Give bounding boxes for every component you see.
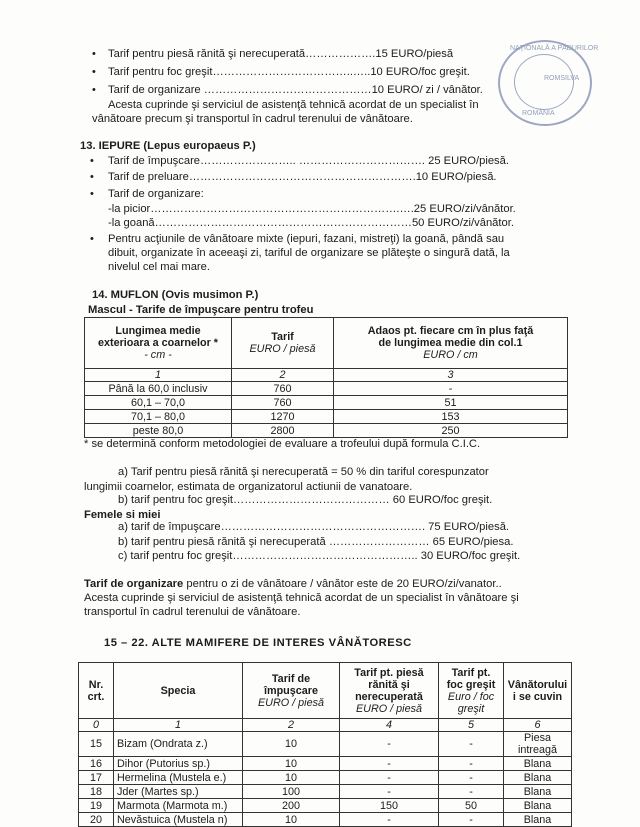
species-cell: Nevăstuica (Mustela n) <box>114 813 243 827</box>
muflon-rule-a-cont: lungimii coarnelor, estimata de organizatorul actiunii de vanatoare. <box>84 481 413 493</box>
table-row <box>79 799 572 813</box>
iepure-line: -la picior………………………………………………………….….25 EURO/zi/vânător. <box>108 203 516 215</box>
bullet: • <box>92 66 96 78</box>
tarif-cell: 760 <box>232 396 334 410</box>
col-header: crt. <box>87 690 105 703</box>
col-header: foc greşit <box>446 678 496 691</box>
col-header-unit: EURO / piesă <box>355 702 422 715</box>
table-row <box>79 785 572 799</box>
bullet: • <box>90 171 94 183</box>
col-header: rănită şi <box>368 678 410 691</box>
column-index: 1 <box>114 719 243 732</box>
col-header-unit: - cm - <box>144 349 172 361</box>
tarif-cell: 10 <box>243 813 340 827</box>
nr-cell: 20 <box>79 813 114 827</box>
col-header: Tarif de <box>271 672 311 685</box>
length-cell: peste 80,0 <box>85 424 232 438</box>
stamp-text-top: NAŢIONALĂ A PĂDURILOR <box>510 45 599 52</box>
paragraph-line: vânătoare precum şi transportul în cadrul terenului de vânătoare. <box>92 113 413 125</box>
ranita-cell: - <box>340 813 439 827</box>
foc-cell: 50 <box>439 799 504 813</box>
adaos-cell: 153 <box>334 410 568 424</box>
organizare-line: Acesta cuprinde şi serviciul de asistenţă tehnică acordat de un specialist în vânătoare şi <box>84 592 519 604</box>
ranita-cell: - <box>340 732 439 757</box>
col-header-unit: greşit <box>457 702 485 715</box>
tarif-cell: 10 <box>243 771 340 785</box>
length-cell: 70,1 – 80,0 <box>85 410 232 424</box>
femele-line: c) tarif pentru foc greşit………………………………………….. 30 EURO/foc greşit. <box>118 550 521 562</box>
ranita-cell: - <box>340 771 439 785</box>
bullet: • <box>90 188 94 200</box>
species-cell: Marmota (Marmota m.) <box>114 799 243 813</box>
table-row <box>85 410 568 424</box>
column-index: 0 <box>79 719 114 732</box>
muflon-trophy-table <box>84 317 568 438</box>
table-row <box>79 757 572 771</box>
official-stamp <box>498 40 599 126</box>
vanator-cell: Blana <box>504 771 572 785</box>
stamp-text-mid: ROMSILVA <box>544 75 580 82</box>
tarif-cell: 100 <box>243 785 340 799</box>
muflon-rule-b: b) tarif pentru foc greşit…………………………………… 60 EURO/foc greşit. <box>118 494 493 506</box>
column-index: 1 <box>85 369 232 382</box>
column-index: 5 <box>439 719 504 732</box>
species-cell: Jder (Martes sp.) <box>114 785 243 799</box>
section-heading-muflon: 14. MUFLON (Ovis musimon P.) <box>92 289 259 301</box>
foc-cell: - <box>439 771 504 785</box>
iepure-line: dibuit, organizate în aceeaşi zi, tariful de organizare se plăteşte o singură dată, la <box>108 247 510 259</box>
ranita-cell: - <box>340 785 439 799</box>
table-row <box>85 424 568 438</box>
ranita-cell: 150 <box>340 799 439 813</box>
bullet: • <box>92 48 96 60</box>
tarif-cell: 10 <box>243 757 340 771</box>
bullet: • <box>90 233 94 245</box>
tarif-cell: 760 <box>232 382 334 396</box>
mamifere-table <box>78 662 572 827</box>
column-index: 6 <box>504 719 572 732</box>
nr-cell: 18 <box>79 785 114 799</box>
nr-cell: 19 <box>79 799 114 813</box>
col-header: de lungimea medie din col.1 <box>378 337 523 349</box>
table-row <box>79 771 572 785</box>
tarif-cell: 2800 <box>232 424 334 438</box>
adaos-cell: - <box>334 382 568 396</box>
section-heading-mamifere: 15 – 22. ALTE MAMIFERE DE INTERES VÂNĂTORESC <box>104 637 412 649</box>
table-row <box>85 382 568 396</box>
foc-cell: - <box>439 813 504 827</box>
iepure-line: Tarif de preluare…………………………………………………….10 EURO/piesă. <box>108 171 497 183</box>
col-header: i se cuvin <box>512 690 563 703</box>
muflon-rule-a: a) Tarif pentru piesă rănită şi nerecuperată = 50 % din tariful corespunzator <box>118 466 489 478</box>
tarif-cell: 1270 <box>232 410 334 424</box>
bullet: • <box>90 155 94 167</box>
nr-cell: 17 <box>79 771 114 785</box>
col-header: Tarif pt. <box>451 666 491 679</box>
table-row <box>85 396 568 410</box>
col-header: Tarif pt. piesă <box>354 666 424 679</box>
col-header-unit: Euro / foc <box>447 690 495 703</box>
column-index: 2 <box>243 719 340 732</box>
ranita-cell: - <box>340 757 439 771</box>
bullet: • <box>92 84 96 96</box>
col-header-unit: EURO / cm <box>423 349 478 361</box>
vanator-cell: Blana <box>504 757 572 771</box>
column-index: 2 <box>232 369 334 382</box>
iepure-line: Pentru acţiunile de vânătoare mixte (iepuri, fazani, mistreţi) la goană, pândă sau <box>108 233 505 245</box>
adaos-cell: 250 <box>334 424 568 438</box>
col-header: Specia <box>114 663 243 719</box>
femele-line: b) tarif pentru piesă rănită şi nerecuperată ……………………… 65 EURO/piesa. <box>118 536 514 548</box>
foc-cell: - <box>439 785 504 799</box>
section-heading-iepure: 13. IEPURE (Lepus europaeus P.) <box>80 140 256 152</box>
tarif-cell: 10 <box>243 732 340 757</box>
organizare-label: Tarif de organizare <box>84 578 184 590</box>
tarif-cell: 200 <box>243 799 340 813</box>
length-cell: 60,1 – 70,0 <box>85 396 232 410</box>
muflon-subheading: Mascul - Tarife de împuşcare pentru trofeu <box>88 304 314 316</box>
organizare-line <box>84 578 502 591</box>
col-header: Tarif <box>271 331 294 343</box>
col-header: nerecuperată <box>355 690 423 703</box>
iepure-line: Tarif de împuşcare…………………….. ……………………………. 25 EURO/piesă. <box>108 155 509 167</box>
organizare-text: pentru o zi de vânătoare / vânător este de 20 EURO/zi/vanator.. <box>183 578 502 590</box>
column-index: 3 <box>334 369 568 382</box>
table-row <box>79 813 572 827</box>
stamp-text-bottom: ROMÂNIA <box>522 110 555 117</box>
adaos-cell: 51 <box>334 396 568 410</box>
col-header: împuşcare <box>263 684 318 697</box>
col-header-unit: EURO / piesă <box>257 696 324 709</box>
table-row <box>79 732 572 757</box>
vanator-cell: Blana <box>504 799 572 813</box>
col-header: Vânătorului <box>507 678 568 691</box>
species-cell: Bizam (Ondrata z.) <box>114 732 243 757</box>
foc-cell: - <box>439 732 504 757</box>
column-index: 4 <box>340 719 439 732</box>
tarif-foc-line: Tarif pentru foc greşit………………………………..…..10 EURO/foc greşit. <box>108 66 470 78</box>
vanator-cell: Piesa intreagă <box>504 732 572 757</box>
vanator-cell: Blana <box>504 813 572 827</box>
tarif-organizare-line: Tarif de organizare ………………………………………10 EURO/ zi / vânător. <box>108 84 483 96</box>
femele-line: a) tarif de împuşcare………………………………………………. 75 EURO/piesă. <box>118 521 510 533</box>
iepure-line: nivelul cel mai mare. <box>108 261 210 273</box>
nr-cell: 16 <box>79 757 114 771</box>
tarif-ranita-line: Tarif pentru piesă rănită şi nerecuperată……………….15 EURO/piesă <box>108 48 454 60</box>
iepure-line: -la goană……………………………………………………………50 EURO/zi/vânător. <box>108 217 514 229</box>
paragraph-line: Acesta cuprinde şi serviciul de asistenţă tehnică acordat de un specialist în <box>108 99 479 111</box>
col-header: exterioara a coarnelor * <box>97 337 219 349</box>
organizare-line: transportul în cadrul terenului de vânătoare. <box>84 606 301 618</box>
col-header: Nr. <box>88 678 104 691</box>
nr-cell: 15 <box>79 732 114 757</box>
col-header: Adaos pt. fiecare cm în plus faţă <box>367 325 534 337</box>
col-header-unit: EURO / piesă <box>249 343 316 355</box>
table-footnote: * se determină conform metodologiei de evaluare a trofeului după formula C.I.C. <box>84 438 481 450</box>
length-cell: Până la 60,0 inclusiv <box>85 382 232 396</box>
col-header: Lungimea medie <box>115 325 201 337</box>
femele-heading: Femele si miei <box>84 509 161 521</box>
species-cell: Hermelina (Mustela e.) <box>114 771 243 785</box>
iepure-line: Tarif de organizare: <box>108 188 204 200</box>
foc-cell: - <box>439 757 504 771</box>
vanator-cell: Blana <box>504 785 572 799</box>
species-cell: Dihor (Putorius sp.) <box>114 757 243 771</box>
